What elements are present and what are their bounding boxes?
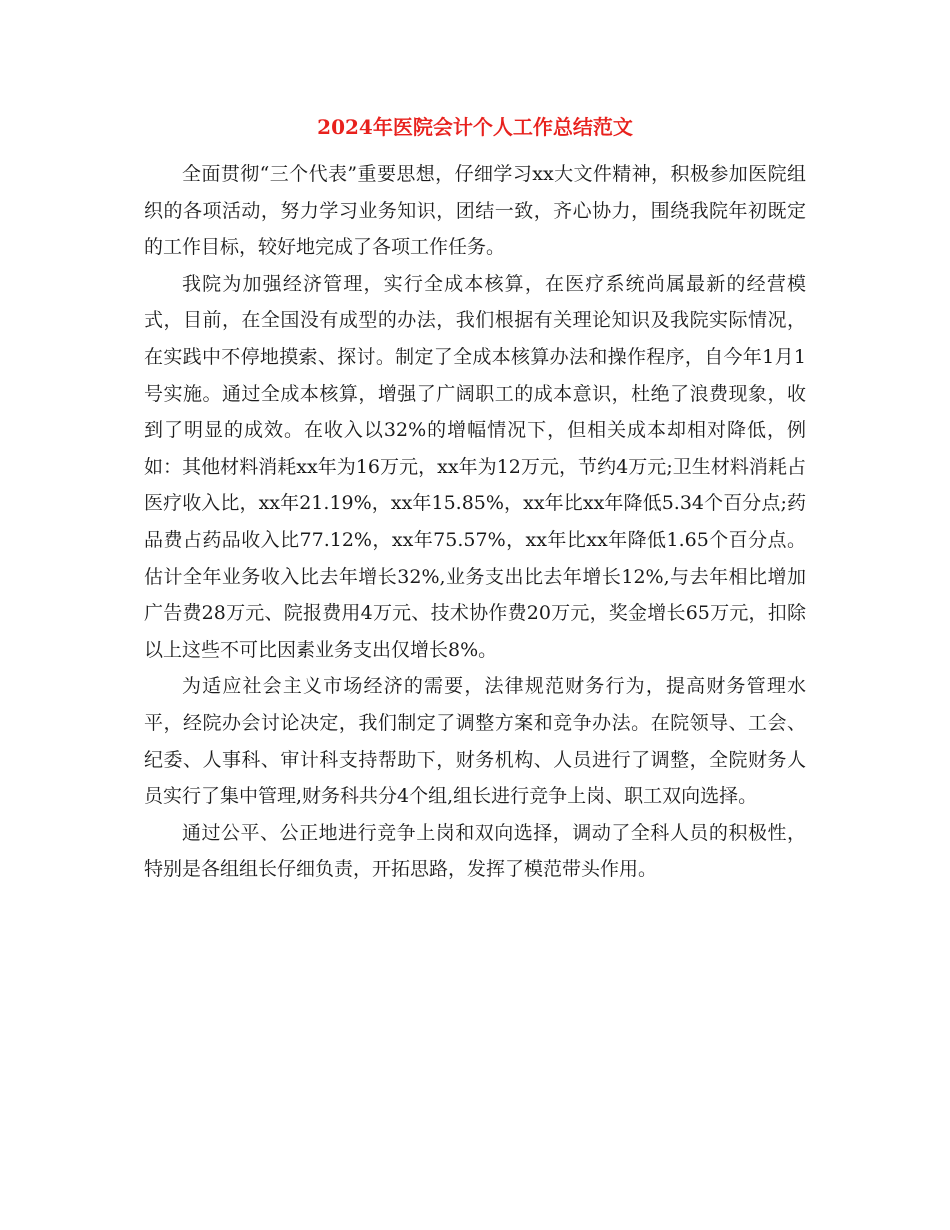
document-title: 2024年医院会计个人工作总结范文 xyxy=(317,115,633,139)
paragraph-3: 为适应社会主义市场经济的需要，法律规范财务行为，提高财务管理水平，经院办会讨论决定，我们制定了调整方案和竞争办法。在院领导、工会、纪委、人事科、审计科支持帮助下，财务机构、人员进行了调整，全院财务人员实行了集中管理,财务科共分4个组,组长进行竞争上岗、职工双向选择。 xyxy=(144,675,806,808)
paragraph-4: 通过公平、公正地进行竞争上岗和双向选择，调动了全科人员的积极性，特别是各组组长仔细负责，开拓思路，发挥了模范带头作用。 xyxy=(144,821,806,881)
document-body xyxy=(144,156,806,888)
paragraph-2: 我院为加强经济管理，实行全成本核算，在医疗系统尚属最新的经营模式，目前，在全国没有成型的办法，我们根据有关理论知识及我院实际情况，在实践中不停地摸索、探讨。制定了全成本核算办法和操作程序，自今年1月1号实施。通过全成本核算，增强了广阔职工的成本意识，杜绝了浪费现象，收到了明显的成效。在收入以32%的增幅情况下，但相关成本却相对降低，例如：其他材料消耗xx年为16万元，xx年为12万元，节约4万元;卫生材料消耗占医疗收入比，xx年21.19%，xx年15.85%，xx年比xx年降低5.34个百分点;药品费占药品收入比77.12%，xx年75.57%，xx年比xx年降低1.65个百分点。估计全年业务收入比去年增长32%,业务支出比去年增长12%,与去年相比增加广告费28万元、院报费用4万元、技术协作费20万元，奖金增长65万元，扣除以上这些不可比因素业务支出仅增长8%。 xyxy=(144,272,806,661)
paragraph-1: 全面贯彻“三个代表”重要思想，仔细学习xx大文件精神，积极参加医院组织的各项活动，努力学习业务知识，团结一致，齐心协力，围绕我院年初既定的工作目标，较好地完成了各项工作任务。 xyxy=(144,163,806,259)
